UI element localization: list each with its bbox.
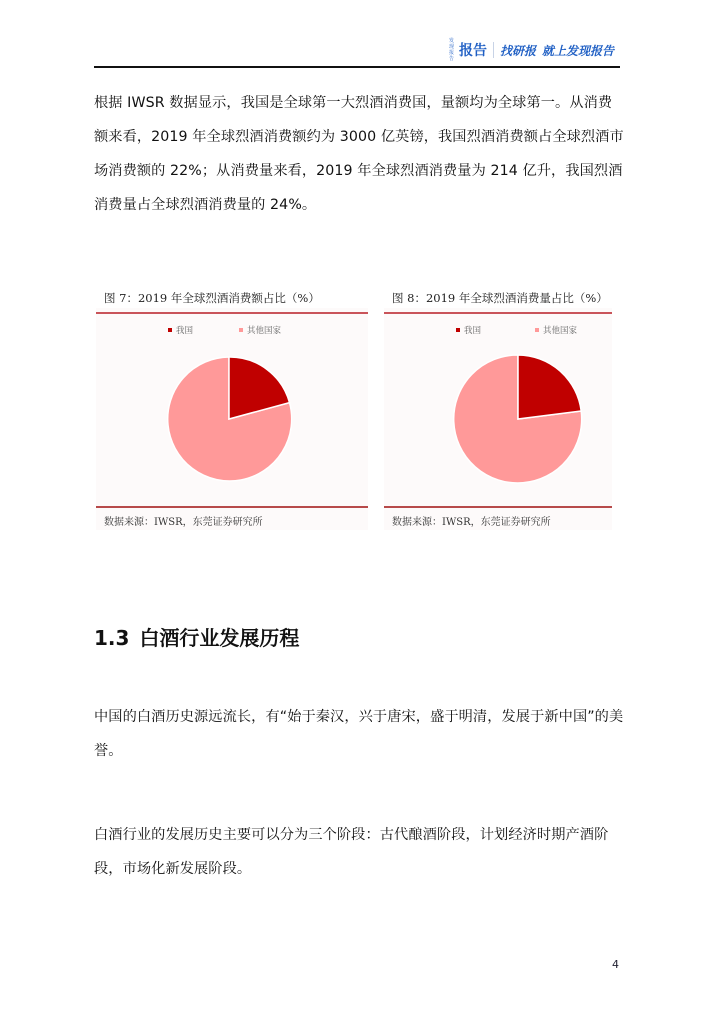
section-number: 1.3 bbox=[94, 626, 130, 650]
legend-swatch-others bbox=[535, 328, 539, 332]
figure-8 bbox=[384, 284, 612, 530]
paragraph-iwsr: 根据 IWSR 数据显示，我国是全球第一大烈酒消费国，量额均为全球第一。从消费额来看，2019 年全球烈酒消费额约为 3000 亿英镑，我国烈酒消费额占全球烈酒市场消费额的 22%；从消费量来看，2019 年全球烈酒消费量为 214 亿升，我国烈酒消费量占全球烈酒消费量的 24%。 bbox=[94, 95, 624, 213]
figure-title: 图 8：2019 年全球烈酒消费量占比（%） bbox=[384, 284, 612, 308]
logo-mark bbox=[449, 38, 487, 62]
pie-chart-consumption-volume bbox=[453, 354, 583, 484]
legend-label: 其他国家 bbox=[247, 326, 282, 336]
figure-source: 数据来源：IWSR，东莞证券研究所 bbox=[392, 517, 551, 528]
figure-bottom-rule bbox=[96, 506, 368, 508]
figure-7 bbox=[96, 284, 368, 530]
slogan-part-2: 就上发现报告 bbox=[541, 43, 614, 58]
paragraph-history: 中国的白酒历史源远流长，有“始于秦汉，兴于唐宋，盛于明清，发展于新中国”的美誉。 bbox=[94, 709, 624, 759]
legend-swatch-china bbox=[168, 328, 172, 332]
paragraph-stages: 白酒行业的发展历史主要可以分为三个阶段：古代酿酒阶段，计划经济时期产酒阶段，市场化新发展阶段。 bbox=[94, 827, 609, 877]
section-heading bbox=[94, 622, 299, 651]
figure-title-rule bbox=[384, 312, 612, 314]
page-number: 4 bbox=[612, 958, 619, 971]
logo-main-text: 报告 bbox=[458, 43, 487, 59]
figure-title: 图 7：2019 年全球烈酒消费额占比（%） bbox=[96, 284, 368, 308]
section-title-text: 白酒行业发展历程 bbox=[139, 626, 300, 650]
header-divider bbox=[94, 66, 620, 68]
brand-logo bbox=[449, 38, 620, 62]
page-header bbox=[94, 36, 620, 66]
legend-item-china bbox=[168, 324, 193, 336]
logo-small-text: 发现报告 bbox=[448, 38, 454, 62]
figure-source: 数据来源：IWSR，东莞证券研究所 bbox=[104, 517, 263, 528]
legend-swatch-others bbox=[239, 328, 243, 332]
logo-slogan bbox=[500, 42, 620, 59]
figure-title-rule bbox=[96, 312, 368, 314]
legend-item-others bbox=[535, 324, 577, 336]
slogan-part-1: 找研报 bbox=[499, 43, 536, 58]
legend-item-others bbox=[239, 324, 281, 336]
figure-bottom-rule bbox=[384, 506, 612, 508]
legend-label: 我国 bbox=[464, 326, 482, 336]
chart-legend bbox=[96, 324, 368, 336]
legend-swatch-china bbox=[456, 328, 460, 332]
legend-item-china bbox=[456, 324, 481, 336]
legend-label: 我国 bbox=[176, 326, 194, 336]
pie-chart-consumption-value bbox=[166, 356, 292, 482]
pie-slice-china bbox=[518, 355, 581, 419]
legend-label: 其他国家 bbox=[543, 326, 578, 336]
chart-legend bbox=[384, 324, 612, 336]
logo-divider bbox=[493, 42, 494, 58]
